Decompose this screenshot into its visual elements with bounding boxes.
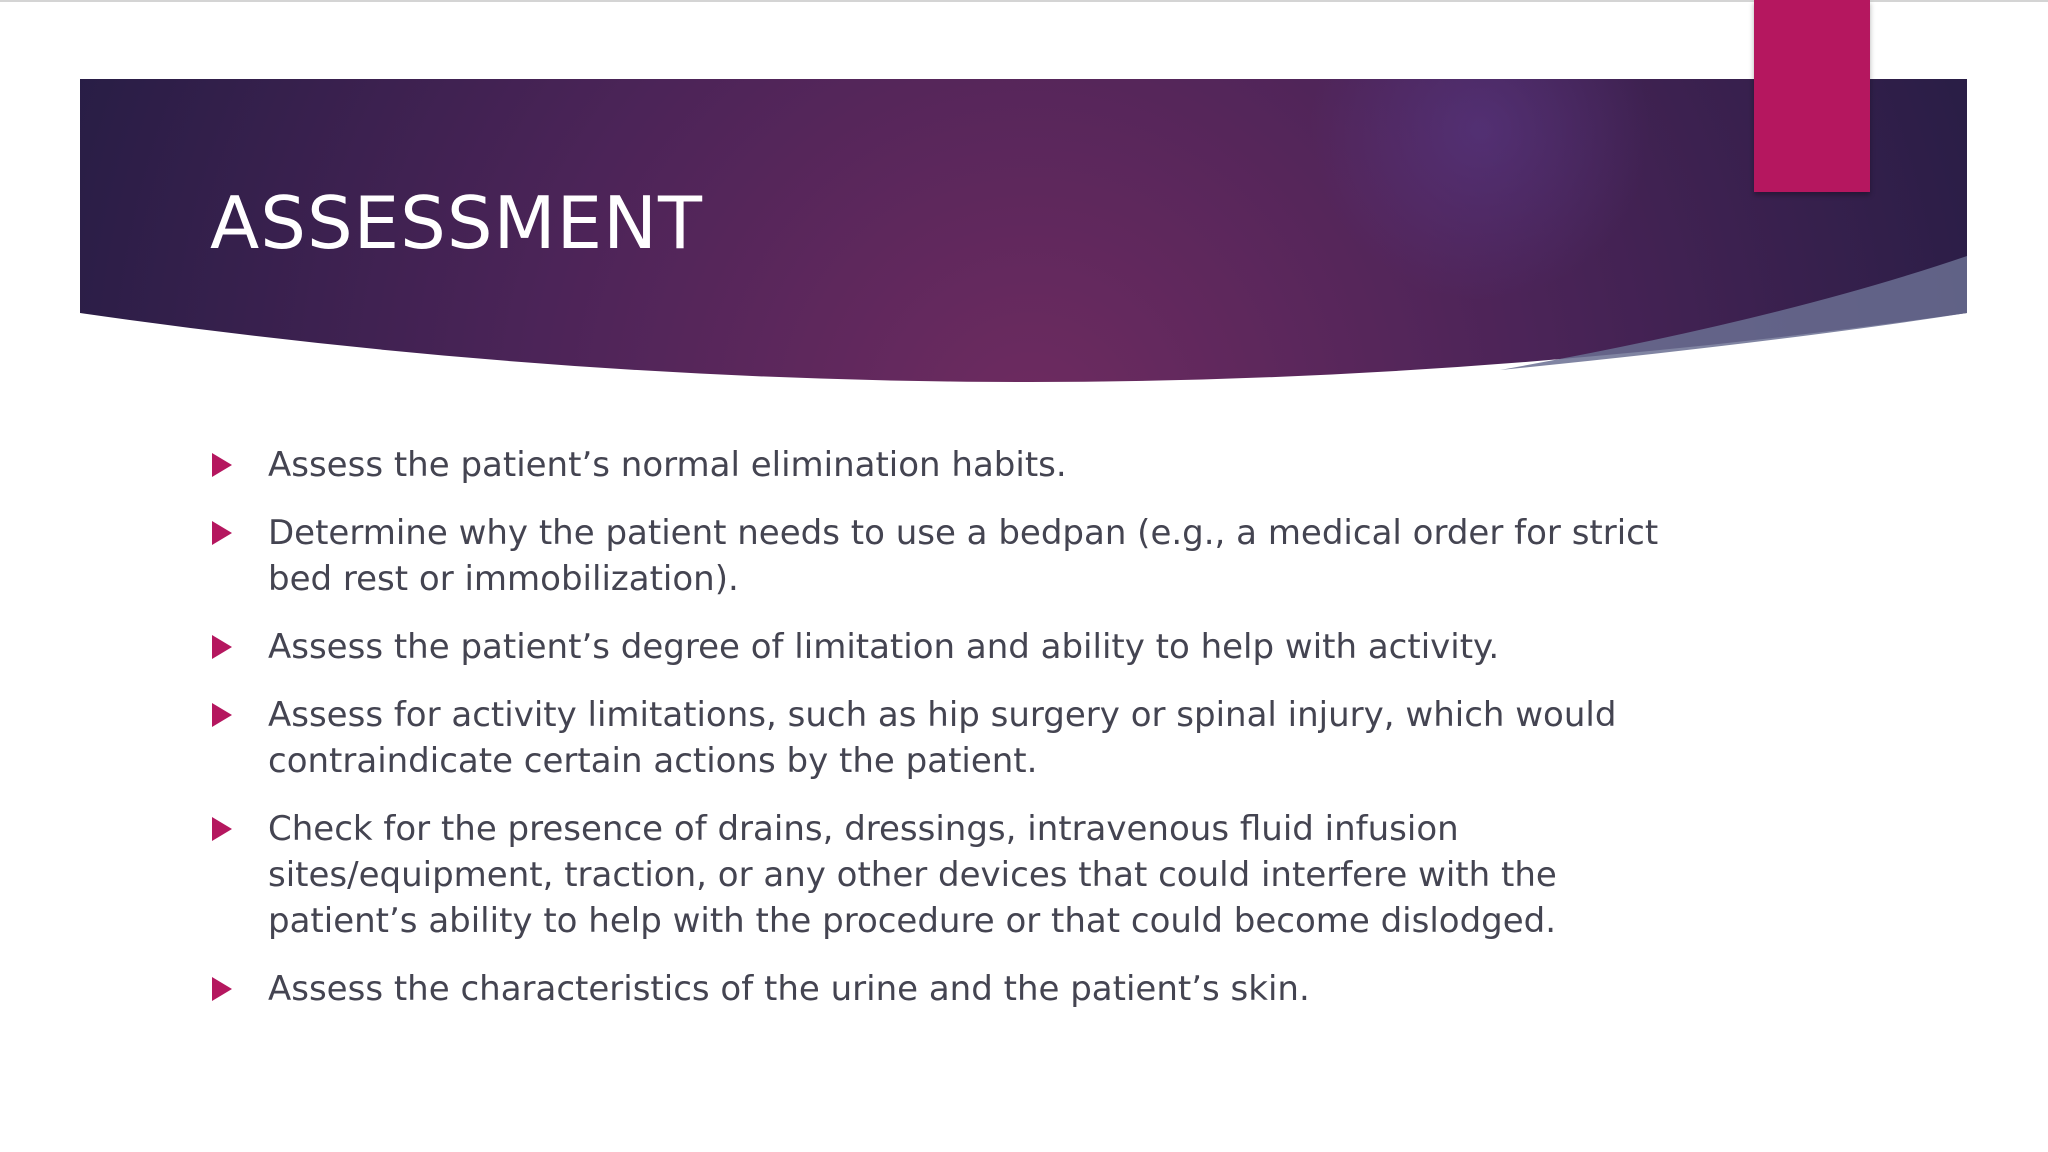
- accent-tab: [1754, 0, 1870, 192]
- triangle-right-icon: [212, 817, 232, 841]
- triangle-right-icon: [212, 703, 232, 727]
- bullet-text: Assess for activity limitations, such as hip surgery or spinal injury, which would contraindicate certain actions by the patient.: [268, 695, 1617, 781]
- bullet-item: [210, 510, 1710, 602]
- bullet-text: Determine why the patient needs to use a bedpan (e.g., a medical order for strict bed rest or immobilization).: [268, 513, 1659, 599]
- bullet-text: Check for the presence of drains, dressings, intravenous fluid infusion sites/equipment, traction, or any other devices that could interfere with the patient’s ability to help with the procedure or that could become dislodged.: [268, 809, 1557, 941]
- triangle-right-icon: [212, 521, 232, 545]
- triangle-right-icon: [212, 635, 232, 659]
- triangle-right-icon: [212, 453, 232, 477]
- bullet-item: [210, 442, 1710, 488]
- bullet-list: [210, 442, 1710, 1034]
- bullet-item: [210, 692, 1710, 784]
- bullet-item: [210, 966, 1710, 1012]
- slide-title: ASSESSMENT: [210, 181, 704, 265]
- bullet-text: Assess the characteristics of the urine and the patient’s skin.: [268, 969, 1310, 1009]
- bullet-text: Assess the patient’s degree of limitation and ability to help with activity.: [268, 627, 1500, 667]
- triangle-right-icon: [212, 977, 232, 1001]
- bullet-item: [210, 806, 1710, 944]
- bullet-text: Assess the patient’s normal elimination habits.: [268, 445, 1067, 485]
- bullet-item: [210, 624, 1710, 670]
